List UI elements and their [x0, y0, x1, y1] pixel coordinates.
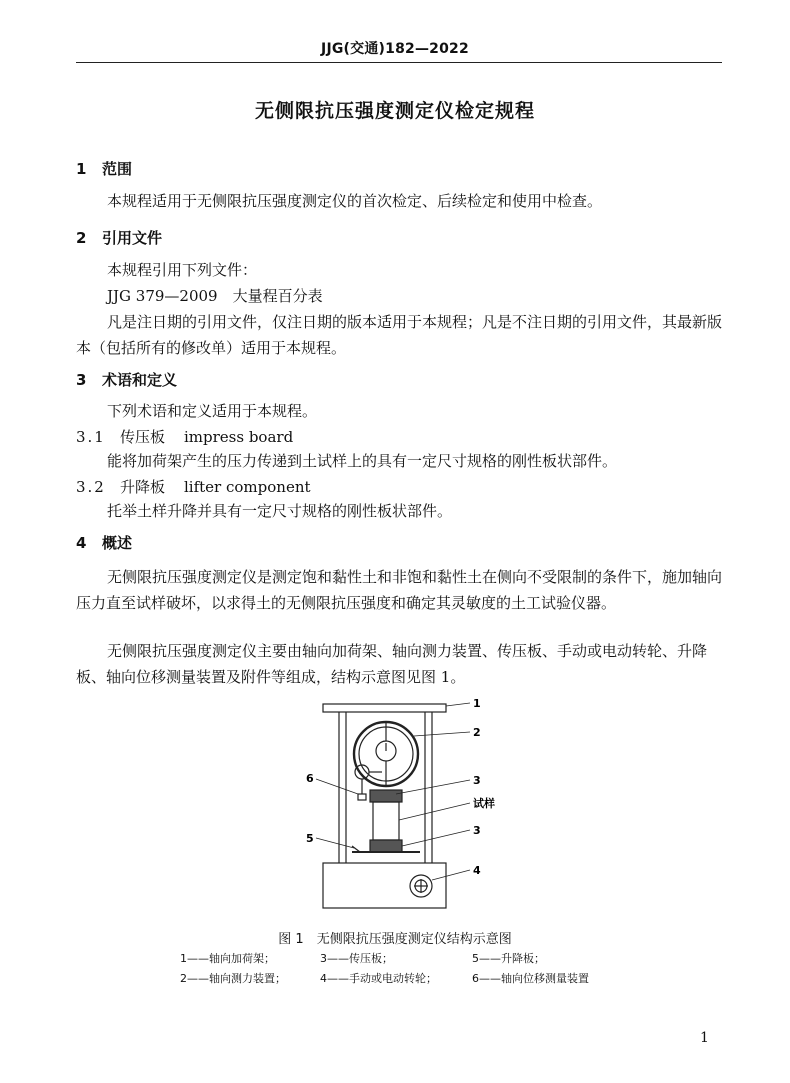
upper-platen — [370, 790, 402, 802]
section-4-paragraph-2: 无侧限抗压强度测定仪主要由轴向加荷架、轴向测力装置、传压板、手动或电动转轮、升降板、轴向位移测量装置及附件等组成，结构示意图见图 1。 — [76, 642, 708, 686]
header-code: JJG(交通)182—2022 — [321, 41, 469, 57]
top-crossbar — [323, 704, 446, 712]
legend-item-4: 4——手动或电动转轮； — [320, 972, 437, 985]
section-2-line-1: 本规程引用下列文件： — [107, 261, 258, 279]
section-2-paragraph: 凡是注日期的引用文件，仅注日期的版本适用于本规程；凡是不注日期的引用文件，其最新版本（包括所有的修改单）适用于本规程。 — [76, 313, 723, 357]
section-title: 术语和定义 — [102, 371, 178, 389]
page-number: 1 — [700, 1030, 709, 1046]
label-1: 1 — [473, 697, 481, 710]
header-rule — [76, 62, 722, 63]
term-chinese: 升降板 — [120, 478, 166, 496]
section-1-heading — [76, 158, 132, 179]
document-title: 无侧限抗压强度测定仪检定规程 — [254, 100, 535, 122]
section-number: 1 — [76, 160, 87, 178]
section-number: 3 — [76, 371, 87, 389]
section-title: 范围 — [102, 160, 133, 178]
section-title: 概述 — [102, 534, 133, 552]
section-title: 引用文件 — [102, 229, 163, 247]
label-5: 5 — [306, 832, 314, 845]
section-3-heading — [76, 369, 177, 390]
section-3-intro: 下列术语和定义适用于本规程。 — [107, 402, 318, 420]
term-3-2-definition: 托举土样升降并具有一定尺寸规格的刚性板状部件。 — [107, 502, 453, 520]
label-3-lower: 3 — [473, 824, 481, 837]
lower-platen — [370, 840, 402, 852]
label-specimen: 试样 — [473, 797, 495, 810]
term-3-2 — [76, 476, 311, 497]
term-3-1-definition: 能将加荷架产生的压力传递到土试样上的具有一定尺寸规格的刚性板状部件。 — [107, 452, 618, 470]
term-3-1 — [76, 426, 293, 447]
label-6: 6 — [306, 772, 314, 785]
section-4-heading — [76, 532, 132, 553]
figure-caption: 图 1 无侧限抗压强度测定仪结构示意图 — [278, 932, 512, 947]
section-number: 4 — [76, 534, 87, 552]
term-english: impress board — [184, 428, 294, 446]
legend-item-3: 3——传压板； — [320, 952, 393, 965]
term-chinese: 传压板 — [120, 428, 166, 446]
section-2-heading — [76, 227, 162, 248]
specimen — [373, 802, 399, 840]
term-number: 3.1 — [76, 428, 106, 446]
legend-item-1: 1——轴向加荷架； — [180, 952, 275, 965]
section-1-paragraph: 本规程适用于无侧限抗压强度测定仪的首次检定、后续检定和使用中检查。 — [107, 192, 603, 210]
label-2: 2 — [473, 726, 481, 739]
term-english: lifter component — [184, 478, 311, 496]
figure-1-diagram — [290, 690, 510, 920]
legend-item-5: 5——升降板； — [472, 952, 545, 965]
term-number: 3.2 — [76, 478, 106, 496]
legend-item-2: 2——轴向测力装置； — [180, 972, 286, 985]
label-4: 4 — [473, 864, 481, 877]
label-3-upper: 3 — [473, 774, 481, 787]
section-4-paragraph-1: 无侧限抗压强度测定仪是测定饱和黏性土和非饱和黏性土在侧向不受限制的条件下，施加轴向压力直至试样破坏，以求得土的无侧限抗压强度和确定其灵敏度的土工试验仪器。 — [76, 568, 723, 612]
legend-item-6: 6——轴向位移测量装置 — [472, 972, 589, 985]
section-number: 2 — [76, 229, 87, 247]
section-2-reference: JJG 379—2009 大量程百分表 — [107, 287, 323, 305]
